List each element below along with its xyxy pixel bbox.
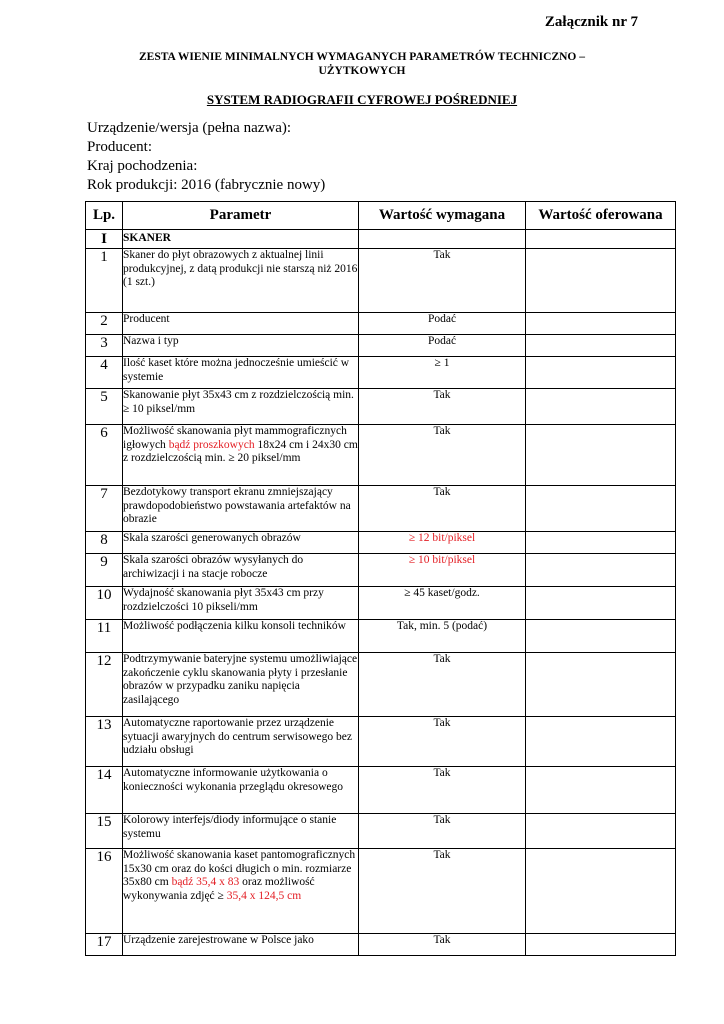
row-parameter [123,934,359,956]
heading-line-1: ZESTA WIENIE MINIMALNYCH WYMAGANYCH PARAMETRÓW TECHNICZNO – [139,51,585,63]
row-required-value: ≥ 10 bit/piksel [359,554,526,587]
parameter-text: Możliwość skanowania płyt mammograficznych igłowych [123,425,347,451]
parameter-text: Automatyczne informowanie użytkowania o konieczności wykonania przeglądu okresowego [123,767,344,793]
info-production-year: Rok produkcji: 2016 (fabrycznie nowy) [87,177,326,193]
row-offered-value[interactable] [526,313,676,335]
row-offered-value[interactable] [526,587,676,620]
parameter-text: Bezdotykowy transport ekranu zmniejszający prawdopodobieństwo powstawania artefaktów na obrazie [123,486,351,525]
row-parameter [123,587,359,620]
row-parameter [123,532,359,554]
table-row [86,814,676,849]
parameter-text: Możliwość podłączenia kilku konsoli techników [123,620,346,632]
row-parameter [123,849,359,934]
parameter-text-highlighted: bądź proszkowych [168,438,255,451]
row-number: 10 [86,587,123,620]
row-parameter [123,335,359,357]
info-producer: Producent: [87,139,152,155]
table-row [86,425,676,486]
row-required-value: Tak [359,849,526,934]
row-parameter [123,717,359,767]
row-number: 12 [86,653,123,717]
row-offered-value[interactable] [526,934,676,956]
row-number: 8 [86,532,123,554]
document-subheading: SYSTEM RADIOGRAFII CYFROWEJ POŚREDNIEJ [206,92,518,107]
row-number: 7 [86,486,123,532]
row-parameter [123,486,359,532]
row-required-value: ≥ 45 kaset/godz. [359,587,526,620]
row-required-value: ≥ 12 bit/piksel [359,532,526,554]
table-row [86,587,676,620]
header-required-value: Wartość wymagana [359,202,526,230]
row-parameter [123,653,359,717]
row-number: 14 [86,767,123,814]
section-required [359,230,526,249]
row-offered-value[interactable] [526,249,676,313]
parameter-text: Automatyczne raportowanie przez urządzenie sytuacji awaryjnych do centrum serwisowego bez udziału obsługi [123,717,352,756]
parameter-text: Ilość kaset które można jednocześnie umieścić w systemie [123,357,350,383]
row-number: 4 [86,357,123,389]
row-offered-value[interactable] [526,554,676,587]
parameter-text: Skaner do płyt obrazowych z aktualnej linii produkcyjnej, z datą produkcji nie starszą niż 2016 [123,249,358,275]
row-parameter [123,554,359,587]
row-number: 2 [86,313,123,335]
table-row [86,620,676,653]
row-number: 13 [86,717,123,767]
row-number: 17 [86,934,123,956]
row-required-value: Tak [359,814,526,849]
table-row [86,934,676,956]
parameter-text: Wydajność skanowania płyt 35x43 cm przy rozdzielczości 10 pikseli/mm [123,587,324,613]
row-offered-value[interactable] [526,532,676,554]
row-parameter [123,767,359,814]
parameter-text-highlighted: bądź 35,4 x 83 [171,876,240,888]
row-number: 1 [86,249,123,313]
parameters-table [85,201,676,956]
parameter-text: Skala szarości obrazów wysyłanych do archiwizacji i na stacje robocze [123,554,304,580]
document-heading [96,50,628,78]
row-required-value: Tak [359,425,526,486]
row-offered-value[interactable] [526,653,676,717]
info-device-name: Urządzenie/wersja (pełna nazwa): [87,120,292,136]
table-header-row [86,202,676,230]
parameter-text: Producent [123,313,170,325]
row-required-value: Tak [359,934,526,956]
row-offered-value[interactable] [526,717,676,767]
table-row [86,849,676,934]
parameter-text: Kolorowy interfejs/diody informujące o stanie systemu [123,814,337,840]
row-offered-value[interactable] [526,389,676,425]
parameter-text: oraz możliwość wykonywania zdjęć ≥ [123,876,315,902]
row-offered-value[interactable] [526,814,676,849]
table-row [86,357,676,389]
parameter-text: Skala szarości generowanych obrazów [123,532,301,544]
row-parameter [123,620,359,653]
table-row [86,532,676,554]
row-parameter [123,249,359,313]
row-required-value: Tak [359,249,526,313]
table-row [86,653,676,717]
table-row [86,767,676,814]
row-required-value: Tak [359,486,526,532]
row-required-value: Podać [359,313,526,335]
row-required-value: Tak [359,767,526,814]
header-parameter: Parametr [123,202,359,230]
row-parameter [123,389,359,425]
row-offered-value[interactable] [526,425,676,486]
table-row [86,486,676,532]
row-required-value: Tak [359,653,526,717]
parameter-text-highlighted: 35,4 x 124,5 cm [226,889,302,902]
row-number: 3 [86,335,123,357]
table-row [86,249,676,313]
section-title: SKANER [123,230,359,249]
row-parameter [123,313,359,335]
row-offered-value[interactable] [526,620,676,653]
table-row [86,335,676,357]
parameter-text: Urządzenie zarejestrowane w Polsce jako [123,934,314,946]
row-number: 15 [86,814,123,849]
table-row [86,717,676,767]
row-offered-value[interactable] [526,357,676,389]
parameter-text: Podtrzymywanie bateryjne systemu umożliwiające zakończenie cyklu skanowania płyty i przesłanie obrazów w przypadku zaniku napięcia zasilającego [123,653,358,706]
parameter-text: (1 szt.) [123,276,155,288]
row-offered-value[interactable] [526,335,676,357]
table-row [86,313,676,335]
section-offered [526,230,676,249]
row-parameter [123,814,359,849]
device-info-block [87,119,325,195]
row-offered-value[interactable] [526,767,676,814]
row-required-value: ≥ 1 [359,357,526,389]
row-number: 9 [86,554,123,587]
row-parameter [123,425,359,486]
row-offered-value[interactable] [526,849,676,934]
row-number: 11 [86,620,123,653]
section-row [86,230,676,249]
header-offered-value: Wartość oferowana [526,202,676,230]
row-number: 16 [86,849,123,934]
section-number: I [86,230,123,249]
row-number: 6 [86,425,123,486]
header-lp: Lp. [86,202,123,230]
table-row [86,389,676,425]
heading-line-2: UŻYTKOWYCH [318,65,406,77]
parameter-text: 18x24 cm i 24x30 cm z rozdzielczością min. ≥ 20 piksel/mm [123,438,358,464]
row-required-value: Tak, min. 5 (podać) [359,620,526,653]
parameter-text: Możliwość skanowania kaset pantomograficznych 15x30 cm oraz do kości długich o min. rozmiarze 35x80 cm [123,849,356,888]
row-number: 5 [86,389,123,425]
parameter-text: Skanowanie płyt 35x43 cm z rozdzielczością min. ≥ 10 piksel/mm [123,389,354,415]
row-parameter [123,357,359,389]
parameter-text: Nazwa i typ [123,335,179,347]
row-offered-value[interactable] [526,486,676,532]
row-required-value: Tak [359,717,526,767]
attachment-label: Załącznik nr 7 [544,14,638,30]
table-row [86,554,676,587]
info-country: Kraj pochodzenia: [87,158,198,174]
row-required-value: Podać [359,335,526,357]
row-required-value: Tak [359,389,526,425]
